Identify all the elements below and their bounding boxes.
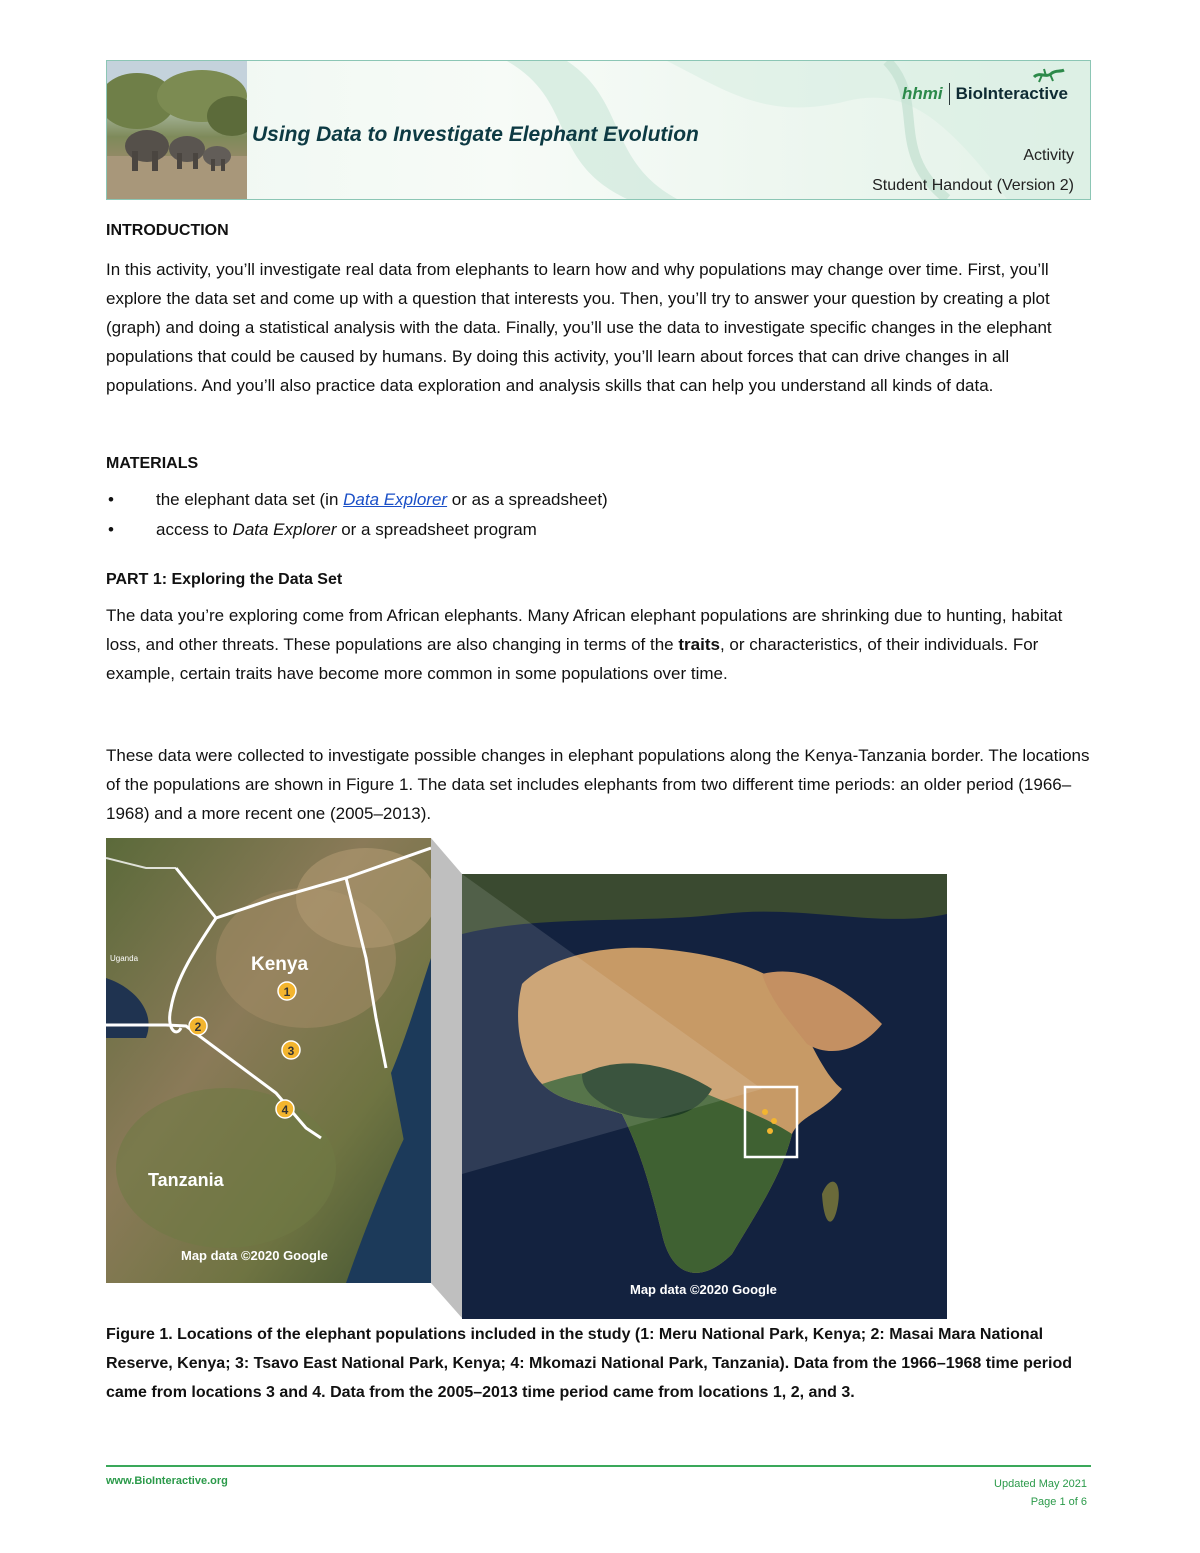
figure-caption: Figure 1. Locations of the elephant populations included in the study (1: Meru National Park, Kenya; 2: Masai Mara National Reserve, Kenya; 3: Tsavo East National Park, Kenya; 4: Mkomazi National Park, Tanzania). Data from the 1966–1968 time period came from locations 3 and 4. Data from the 2005–2013 time period came from locations 1, 2, and 3.: [106, 1326, 1072, 1401]
logo-hhmi-text: hhmi: [901, 84, 943, 103]
materials-list: [106, 485, 608, 545]
handout-version-label: Student Handout (Version 2): [872, 177, 1074, 194]
marker-2: [189, 1017, 207, 1035]
activity-label: Activity: [1023, 147, 1074, 164]
item-text: or as a spreadsheet): [447, 490, 608, 509]
list-item: [106, 485, 608, 515]
logo-biointeractive-text: BioInteractive: [955, 84, 1068, 103]
svg-text:3: 3: [287, 1044, 295, 1058]
item-italic-text: Data Explorer: [232, 520, 337, 539]
tanzania-label: Tanzania: [148, 1170, 224, 1190]
svg-text:2: 2: [194, 1020, 202, 1034]
left-map-credit: Map data ©2020 Google: [181, 1248, 328, 1263]
kenya-label: Kenya: [251, 954, 309, 975]
right-map-credit: Map data ©2020 Google: [630, 1282, 777, 1297]
africa-map: [462, 874, 947, 1319]
website-link[interactable]: www.BioInteractive.org: [106, 1475, 228, 1487]
uganda-label: Uganda: [110, 954, 139, 963]
hhmi-biointeractive-logo: [902, 83, 1068, 105]
introduction-heading: INTRODUCTION: [106, 222, 229, 239]
logo-divider: [949, 83, 950, 105]
part1-heading: PART 1: Exploring the Data Set: [106, 571, 343, 588]
page-number: Page 1 of 6: [1030, 1496, 1087, 1508]
bold-term: traits: [678, 635, 720, 654]
item-text: access to: [156, 520, 233, 539]
marker-4: [276, 1100, 294, 1118]
updated-date: Updated May 2021: [994, 1478, 1087, 1490]
marker-3: [282, 1041, 300, 1059]
materials-heading: MATERIALS: [106, 455, 199, 472]
item-text: the elephant data set (in: [156, 490, 344, 509]
item-text: or a spreadsheet program: [336, 520, 537, 539]
data-explorer-link[interactable]: Data Explorer: [343, 490, 448, 509]
bullet-icon: •: [108, 520, 114, 539]
footer-meta: [994, 1475, 1087, 1511]
paragraph-text: , or characteristics, of their individuals. For example, certain traits have become more common in some populations over time.: [106, 635, 1039, 683]
document-title: Using Data to Investigate Elephant Evolution: [252, 123, 699, 146]
introduction-paragraph: In this activity, you’ll investigate real data from elephants to learn how and why populations may change over time. First, you’ll explore the data set and come up with a question that interests you. Then, you’ll try to answer your question by creating a plot (graph) and doing a statistical analysis with the data. Finally, you’ll use the data to investigate specific changes in the elephant populations that could be caused by humans. By doing this activity, you’ll learn about forces that can drive changes in all populations. And you’ll also practice data exploration and analysis skills that can help you understand all kinds of data.: [106, 260, 1052, 395]
elephant-photo: [107, 61, 247, 199]
lizard-icon: [1032, 67, 1066, 85]
part1-paragraph-1: [106, 601, 1096, 688]
paragraph-text: The data you’re exploring come from African elephants. Many African elephant populations are shrinking due to hunting, habitat loss, and other threats. These populations are also changing in terms of the: [106, 606, 1063, 654]
marker-1: [278, 982, 296, 1000]
svg-text:4: 4: [281, 1103, 289, 1117]
footer-divider: [106, 1465, 1091, 1467]
kenya-tanzania-map: [106, 838, 431, 1283]
part1-paragraph-2: These data were collected to investigate possible changes in elephant populations along the Kenya-Tanzania border. The locations of the populations are shown in Figure 1. The data set includes elephants from two different time periods: an older period (1966–1968) and a more recent one (2005–2013).: [106, 746, 1090, 823]
bullet-icon: •: [108, 490, 114, 509]
list-item: [106, 515, 608, 545]
svg-text:1: 1: [283, 985, 291, 999]
header-banner: [106, 60, 1091, 200]
